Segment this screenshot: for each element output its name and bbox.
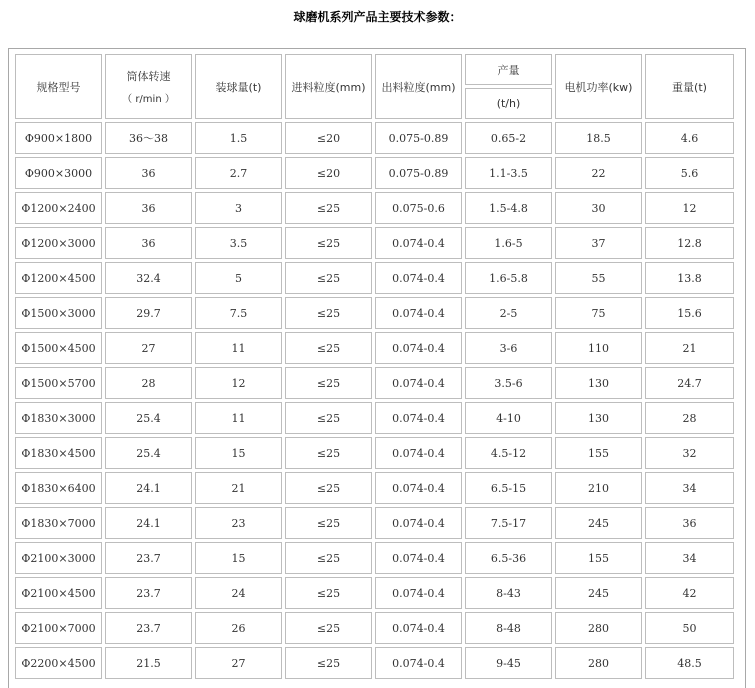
cell-power: 155 bbox=[555, 542, 642, 574]
header-speed bbox=[105, 54, 192, 119]
cell-model: Φ1830×6400 bbox=[15, 472, 102, 504]
header-ball-load-label: 装球量(t) bbox=[215, 80, 262, 94]
cell-ball: 24 bbox=[195, 577, 282, 609]
cell-feed: ≤25 bbox=[285, 192, 372, 224]
header-capacity-unit bbox=[465, 88, 552, 119]
cell-power: 245 bbox=[555, 577, 642, 609]
cell-feed: ≤25 bbox=[285, 542, 372, 574]
cell-speed: 28 bbox=[105, 367, 192, 399]
cell-capacity: 6.5-36 bbox=[465, 542, 552, 574]
table-row bbox=[15, 332, 734, 364]
header-discharge-size-label: 出料粒度(mm) bbox=[381, 80, 456, 94]
cell-speed: 23.7 bbox=[105, 612, 192, 644]
cell-discharge: 0.074-0.4 bbox=[375, 612, 462, 644]
cell-ball: 15 bbox=[195, 437, 282, 469]
cell-power: 130 bbox=[555, 367, 642, 399]
cell-discharge: 0.074-0.4 bbox=[375, 367, 462, 399]
header-model-label: 规格型号 bbox=[36, 80, 81, 94]
header-row-1 bbox=[15, 54, 734, 85]
cell-discharge: 0.075-0.6 bbox=[375, 192, 462, 224]
cell-capacity: 1.6-5 bbox=[465, 227, 552, 259]
cell-weight: 50 bbox=[645, 612, 734, 644]
cell-power: 30 bbox=[555, 192, 642, 224]
cell-discharge: 0.074-0.4 bbox=[375, 507, 462, 539]
table-row bbox=[15, 437, 734, 469]
cell-power: 280 bbox=[555, 612, 642, 644]
cell-model: Φ1500×4500 bbox=[15, 332, 102, 364]
cell-weight: 28 bbox=[645, 402, 734, 434]
table-row bbox=[15, 262, 734, 294]
cell-weight: 12 bbox=[645, 192, 734, 224]
cell-feed: ≤25 bbox=[285, 647, 372, 679]
header-feed-size-label: 进料粒度(mm) bbox=[291, 80, 366, 94]
cell-capacity: 8-43 bbox=[465, 577, 552, 609]
cell-speed: 36 bbox=[105, 192, 192, 224]
cell-ball: 21 bbox=[195, 472, 282, 504]
table-row bbox=[15, 227, 734, 259]
cell-capacity: 6.5-15 bbox=[465, 472, 552, 504]
cell-power: 280 bbox=[555, 647, 642, 679]
header-model bbox=[15, 54, 102, 119]
cell-speed: 24.1 bbox=[105, 507, 192, 539]
cell-weight: 48.5 bbox=[645, 647, 734, 679]
cell-weight: 36 bbox=[645, 507, 734, 539]
table-row bbox=[15, 612, 734, 644]
header-discharge-size bbox=[375, 54, 462, 119]
cell-power: 155 bbox=[555, 437, 642, 469]
header-capacity bbox=[465, 54, 552, 85]
header-capacity-label: 产量 bbox=[497, 63, 520, 77]
cell-speed: 25.4 bbox=[105, 402, 192, 434]
cell-weight: 34 bbox=[645, 472, 734, 504]
cell-model: Φ1830×7000 bbox=[15, 507, 102, 539]
cell-discharge: 0.075-0.89 bbox=[375, 157, 462, 189]
cell-discharge: 0.074-0.4 bbox=[375, 402, 462, 434]
cell-model: Φ1200×2400 bbox=[15, 192, 102, 224]
cell-discharge: 0.074-0.4 bbox=[375, 297, 462, 329]
header-feed-size bbox=[285, 54, 372, 119]
cell-feed: ≤25 bbox=[285, 227, 372, 259]
spec-table-frame bbox=[8, 48, 746, 688]
cell-ball: 2.7 bbox=[195, 157, 282, 189]
cell-capacity: 3.5-6 bbox=[465, 367, 552, 399]
cell-model: Φ1500×3000 bbox=[15, 297, 102, 329]
cell-capacity: 1.5-4.8 bbox=[465, 192, 552, 224]
cell-capacity: 0.65-2 bbox=[465, 122, 552, 154]
table-row bbox=[15, 472, 734, 504]
header-speed-unit: （ r/min ） bbox=[122, 94, 175, 105]
spec-table bbox=[12, 51, 737, 682]
cell-feed: ≤25 bbox=[285, 262, 372, 294]
cell-discharge: 0.074-0.4 bbox=[375, 472, 462, 504]
cell-feed: ≤25 bbox=[285, 332, 372, 364]
cell-weight: 4.6 bbox=[645, 122, 734, 154]
cell-ball: 1.5 bbox=[195, 122, 282, 154]
cell-capacity: 1.1-3.5 bbox=[465, 157, 552, 189]
cell-capacity: 4.5-12 bbox=[465, 437, 552, 469]
cell-speed: 29.7 bbox=[105, 297, 192, 329]
cell-power: 75 bbox=[555, 297, 642, 329]
table-row bbox=[15, 157, 734, 189]
table-row bbox=[15, 122, 734, 154]
cell-speed: 36 bbox=[105, 227, 192, 259]
cell-feed: ≤25 bbox=[285, 507, 372, 539]
cell-weight: 5.6 bbox=[645, 157, 734, 189]
cell-discharge: 0.074-0.4 bbox=[375, 542, 462, 574]
cell-discharge: 0.074-0.4 bbox=[375, 577, 462, 609]
cell-speed: 27 bbox=[105, 332, 192, 364]
cell-capacity: 4-10 bbox=[465, 402, 552, 434]
cell-feed: ≤20 bbox=[285, 122, 372, 154]
cell-capacity: 2-5 bbox=[465, 297, 552, 329]
cell-ball: 12 bbox=[195, 367, 282, 399]
cell-model: Φ900×1800 bbox=[15, 122, 102, 154]
cell-speed: 23.7 bbox=[105, 542, 192, 574]
cell-weight: 12.8 bbox=[645, 227, 734, 259]
header-power bbox=[555, 54, 642, 119]
cell-model: Φ2100×4500 bbox=[15, 577, 102, 609]
cell-power: 130 bbox=[555, 402, 642, 434]
cell-model: Φ1500×5700 bbox=[15, 367, 102, 399]
cell-feed: ≤25 bbox=[285, 437, 372, 469]
cell-ball: 11 bbox=[195, 402, 282, 434]
cell-model: Φ2100×7000 bbox=[15, 612, 102, 644]
table-row bbox=[15, 367, 734, 399]
header-weight-label: 重量(t) bbox=[672, 80, 707, 94]
cell-model: Φ1830×4500 bbox=[15, 437, 102, 469]
cell-model: Φ2200×4500 bbox=[15, 647, 102, 679]
table-row bbox=[15, 192, 734, 224]
cell-ball: 3.5 bbox=[195, 227, 282, 259]
cell-discharge: 0.074-0.4 bbox=[375, 332, 462, 364]
cell-ball: 15 bbox=[195, 542, 282, 574]
cell-weight: 42 bbox=[645, 577, 734, 609]
table-row bbox=[15, 577, 734, 609]
cell-speed: 36～38 bbox=[105, 122, 192, 154]
cell-power: 210 bbox=[555, 472, 642, 504]
cell-feed: ≤25 bbox=[285, 402, 372, 434]
cell-discharge: 0.074-0.4 bbox=[375, 262, 462, 294]
cell-discharge: 0.074-0.4 bbox=[375, 227, 462, 259]
cell-feed: ≤25 bbox=[285, 297, 372, 329]
cell-model: Φ1830×3000 bbox=[15, 402, 102, 434]
cell-power: 18.5 bbox=[555, 122, 642, 154]
cell-power: 55 bbox=[555, 262, 642, 294]
table-row bbox=[15, 297, 734, 329]
cell-ball: 11 bbox=[195, 332, 282, 364]
cell-weight: 21 bbox=[645, 332, 734, 364]
cell-capacity: 3-6 bbox=[465, 332, 552, 364]
cell-ball: 27 bbox=[195, 647, 282, 679]
cell-model: Φ900×3000 bbox=[15, 157, 102, 189]
cell-speed: 32.4 bbox=[105, 262, 192, 294]
cell-ball: 5 bbox=[195, 262, 282, 294]
cell-model: Φ1200×3000 bbox=[15, 227, 102, 259]
cell-model: Φ2100×3000 bbox=[15, 542, 102, 574]
table-row bbox=[15, 542, 734, 574]
header-weight bbox=[645, 54, 734, 119]
cell-ball: 26 bbox=[195, 612, 282, 644]
cell-feed: ≤25 bbox=[285, 472, 372, 504]
cell-weight: 34 bbox=[645, 542, 734, 574]
cell-discharge: 0.074-0.4 bbox=[375, 647, 462, 679]
cell-weight: 15.6 bbox=[645, 297, 734, 329]
cell-capacity: 8-48 bbox=[465, 612, 552, 644]
cell-speed: 21.5 bbox=[105, 647, 192, 679]
table-row bbox=[15, 507, 734, 539]
cell-power: 22 bbox=[555, 157, 642, 189]
cell-weight: 24.7 bbox=[645, 367, 734, 399]
header-power-label: 电机功率(kw) bbox=[564, 80, 633, 94]
cell-weight: 32 bbox=[645, 437, 734, 469]
cell-speed: 25.4 bbox=[105, 437, 192, 469]
cell-discharge: 0.075-0.89 bbox=[375, 122, 462, 154]
header-ball-load bbox=[195, 54, 282, 119]
cell-power: 37 bbox=[555, 227, 642, 259]
cell-capacity: 1.6-5.8 bbox=[465, 262, 552, 294]
cell-speed: 24.1 bbox=[105, 472, 192, 504]
cell-power: 110 bbox=[555, 332, 642, 364]
cell-ball: 23 bbox=[195, 507, 282, 539]
cell-speed: 36 bbox=[105, 157, 192, 189]
cell-ball: 7.5 bbox=[195, 297, 282, 329]
cell-power: 245 bbox=[555, 507, 642, 539]
header-speed-label: 筒体转速 bbox=[126, 70, 171, 83]
cell-feed: ≤25 bbox=[285, 367, 372, 399]
header-capacity-unit-label: (t/h) bbox=[496, 97, 521, 110]
cell-capacity: 7.5-17 bbox=[465, 507, 552, 539]
cell-feed: ≤25 bbox=[285, 577, 372, 609]
cell-ball: 3 bbox=[195, 192, 282, 224]
cell-feed: ≤20 bbox=[285, 157, 372, 189]
table-row bbox=[15, 402, 734, 434]
table-row bbox=[15, 647, 734, 679]
cell-capacity: 9-45 bbox=[465, 647, 552, 679]
spec-table-body bbox=[15, 54, 734, 679]
cell-model: Φ1200×4500 bbox=[15, 262, 102, 294]
cell-feed: ≤25 bbox=[285, 612, 372, 644]
page-title: 球磨机系列产品主要技术参数： bbox=[293, 10, 462, 24]
cell-weight: 13.8 bbox=[645, 262, 734, 294]
cell-speed: 23.7 bbox=[105, 577, 192, 609]
cell-discharge: 0.074-0.4 bbox=[375, 437, 462, 469]
